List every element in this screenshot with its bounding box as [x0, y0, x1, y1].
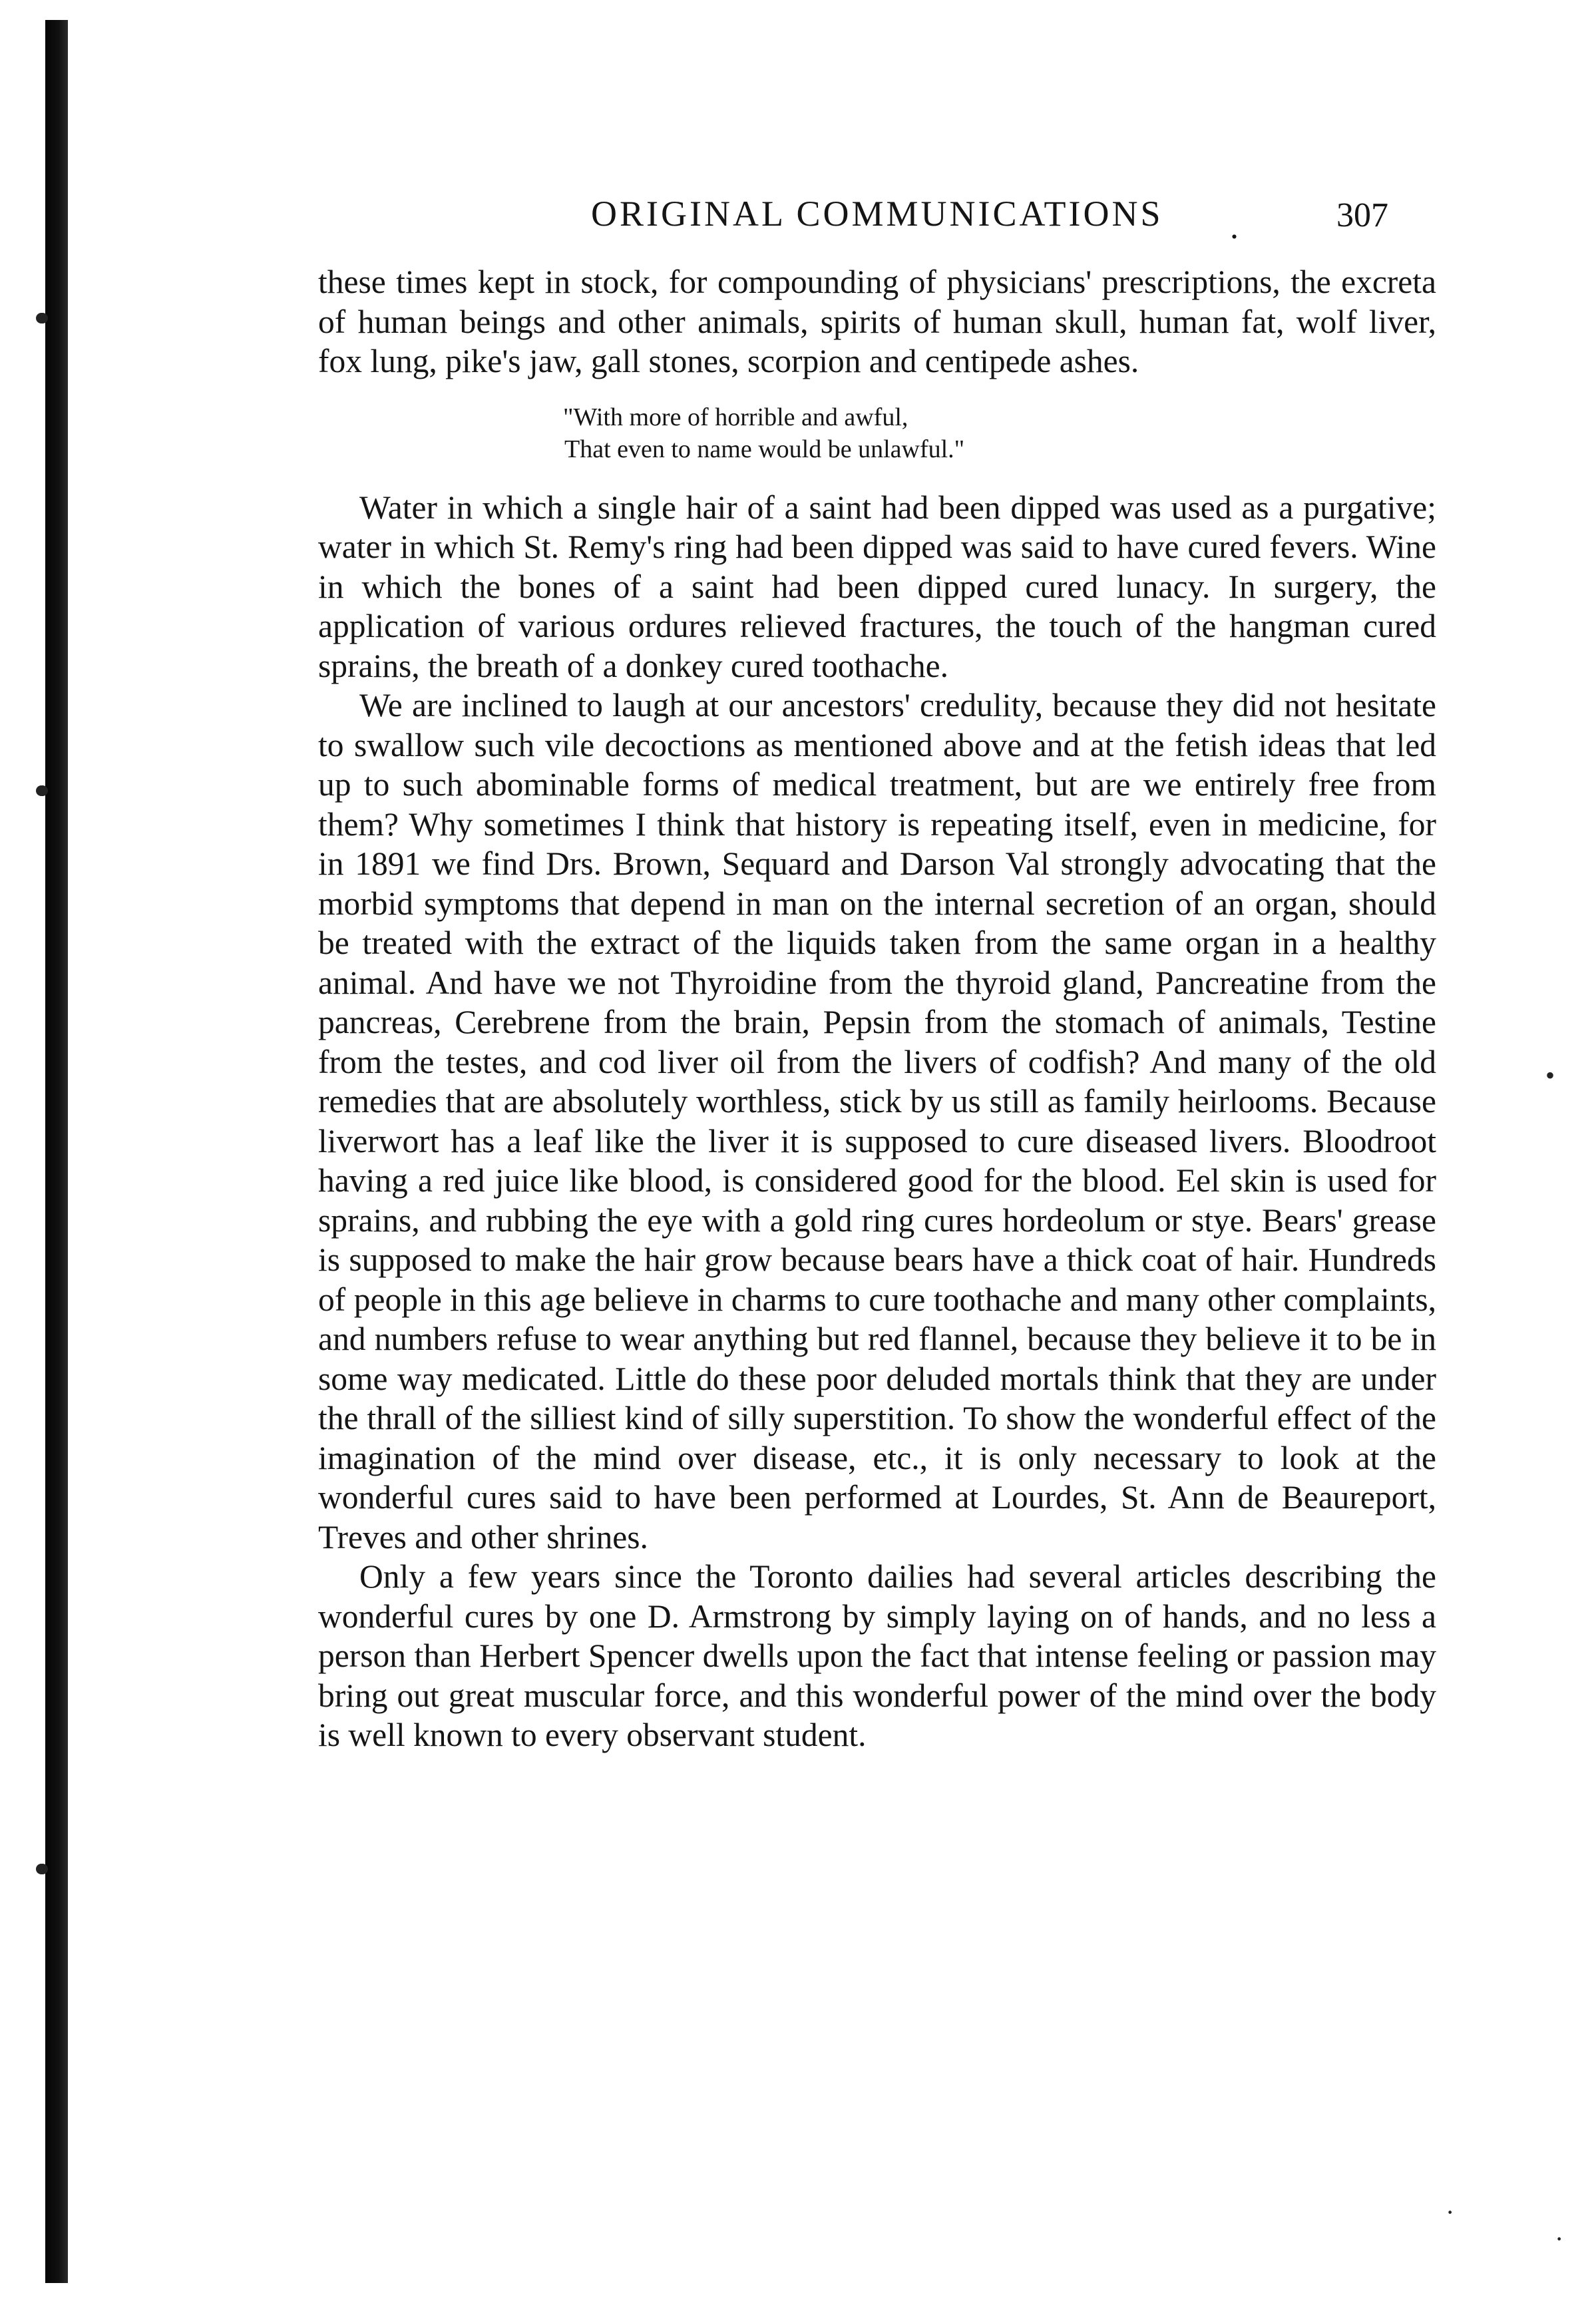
binding-speck	[36, 785, 48, 796]
running-title: ORIGINAL COMMUNICATIONS	[591, 194, 1163, 234]
running-head	[318, 193, 1436, 246]
paragraph-armstrong-cures: Only a few years since the Toronto dailies had several articles describing the wonderful cures by one D. Armstrong by simply laying on of hands, and no less a person than Herbert Spencer dwells upon the fact that intense feeling or passion may bring out great muscular force, and this wonderful power of the mind over the body is well known to every observant student.	[318, 1558, 1436, 1753]
header-separator: .	[1230, 208, 1239, 246]
page-content	[318, 193, 1436, 1755]
verse-line: That even to name would be unlawful."	[564, 435, 965, 463]
paragraph-continuation: these times kept in stock, for compounding of physicians' prescriptions, the excreta of human beings and other animals, spirits of human skull, human fat, wolf liver, fox lung, pike's jaw, gall stones, scorpion and centipede ashes.	[318, 264, 1436, 379]
paragraph-water-remedies: Water in which a single hair of a saint had been dipped was used as a purgative; water in which St. Remy's ring had been dipped was said to have cured fevers. Wine in which the bones of a saint had been dipped cured lunacy. In surgery, the application of various ordures relieved fractures, the touch of the hangman cured sprains, the breath of a donkey cured toothache.	[318, 489, 1436, 684]
paragraph-credulity: We are inclined to laugh at our ancestors' credulity, because they did not hesitate to swallow such vile decoctions as mentioned above and at the fetish ideas that led up to such abominable forms of medical treatment, but are we entirely free from them? Why sometimes I think that history is repeating itself, even in medicine, for in 1891 we find Drs. Brown, Sequard and Darson Val strongly advocating that the morbid symptoms that depend in man on the internal secretion of an organ, should be treated with the extract of the liquids taken from the same organ in a healthy animal. And have we not Thyroidine from the thyroid gland, Pancreatine from the pancreas, Cerebrene from the brain, Pepsin from the stomach of animals, Testine from the testes, and cod liver oil from the livers of codfish? And many of the old remedies that are absolutely worthless, stick by us still as family heirlooms. Because liverwort has a leaf like the liver it is supposed to cure diseased livers. Bloodroot having a red juice like blood, is considered good for the blood. Eel skin is used for sprains, and rubbing the eye with a gold ring cures hordeolum or stye. Bears' grease is supposed to make the hair grow because bears have a thick coat of hair. Hundreds of people in this age believe in charms to cure toothache and many other complaints, and numbers refuse to wear anything but red flannel, because they believe it to be in some way medicated. Little do these poor deluded mortals think that they are under the thrall of the silliest kind of silly superstition. To show the wonderful effect of the imagination of the mind over disease, etc., it is only necessary to look at the wonderful cures said to have been performed at Lourdes, St. Ann de Beaureport, Treves and other shrines.	[318, 687, 1436, 1556]
binding-speck	[36, 1864, 48, 1874]
verse-line: "With more of horrible and awful,	[563, 403, 908, 431]
page-number: 307	[1336, 196, 1388, 234]
margin-speck: ·	[1555, 2224, 1564, 2254]
binding-speck	[36, 313, 48, 323]
binding-edge	[45, 20, 68, 2283]
verse-quote	[563, 401, 1436, 465]
margin-speck: ·	[1446, 2197, 1455, 2227]
margin-speck: •	[1545, 1060, 1555, 1090]
